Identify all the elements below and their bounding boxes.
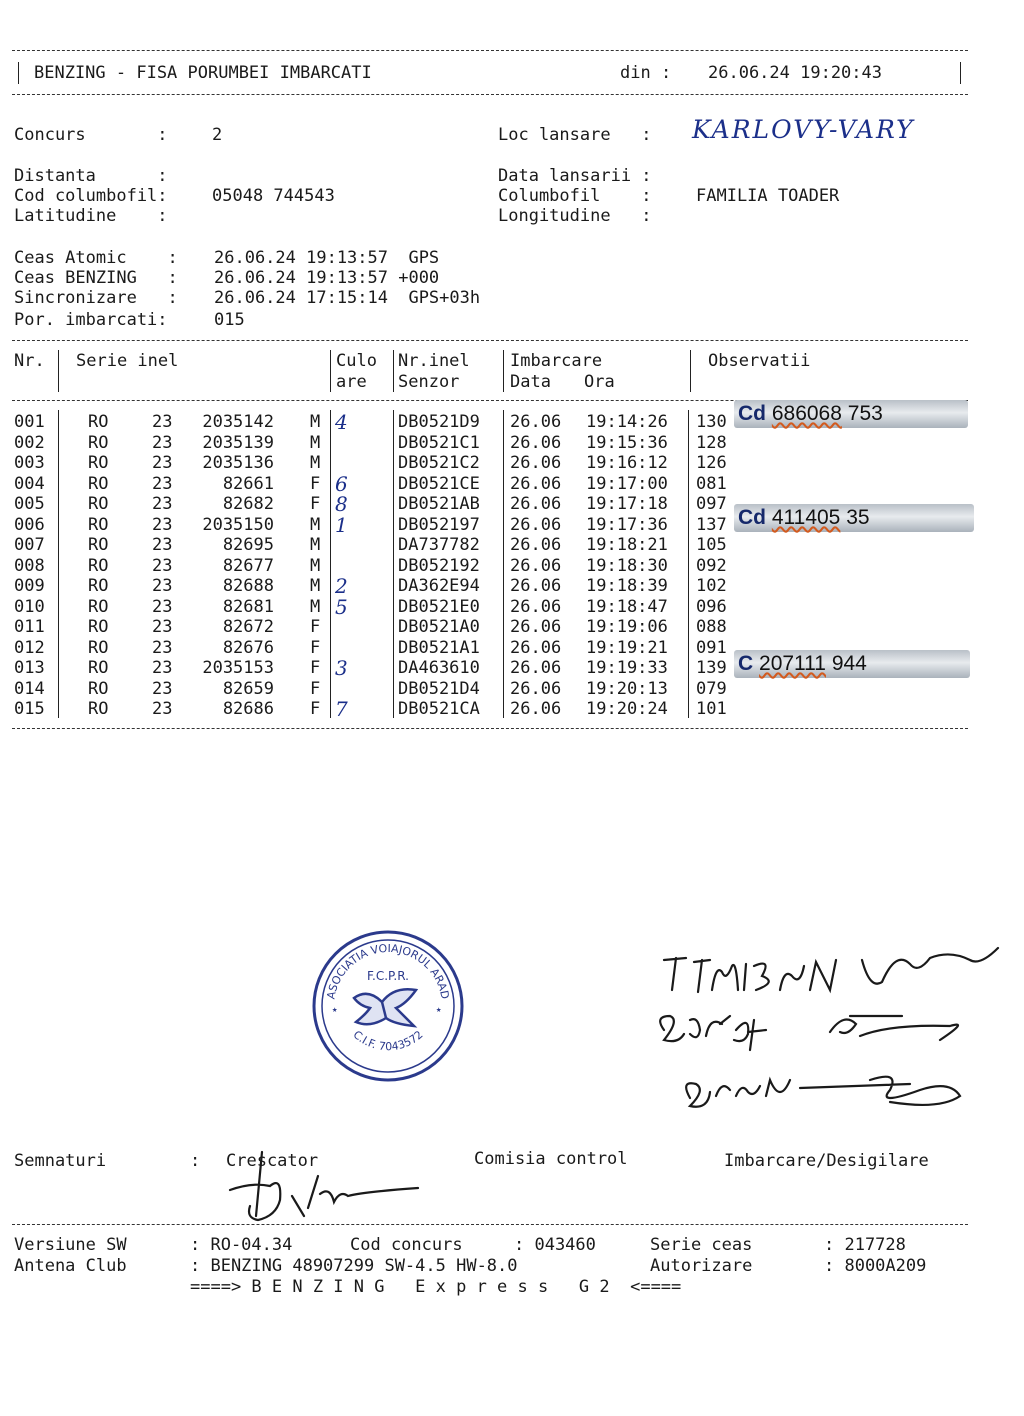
cell-handwritten-color: 8 bbox=[335, 492, 348, 516]
cell-time: 19:17:00 bbox=[586, 473, 668, 494]
antena-club-label: Antena Club bbox=[14, 1256, 127, 1276]
ceas-benzing-label: Ceas BENZING : bbox=[14, 268, 178, 288]
cell-country: RO bbox=[88, 596, 109, 617]
table-row bbox=[0, 471, 1024, 496]
cell-time: 19:18:21 bbox=[586, 535, 668, 555]
header-sep bbox=[330, 350, 331, 392]
cell-year: 23 bbox=[152, 617, 173, 637]
cell-country: RO bbox=[88, 678, 109, 699]
cell-sensor: DA737782 bbox=[398, 535, 480, 555]
cell-country: RO bbox=[88, 473, 109, 494]
stamp-bottom-text: C.I.F. 7043572 bbox=[350, 1028, 426, 1054]
cell-time: 19:18:39 bbox=[586, 576, 668, 596]
cod-concurs-value: : 043460 bbox=[514, 1235, 596, 1255]
cell-handwritten-color: 1 bbox=[335, 512, 348, 537]
cell-country: RO bbox=[88, 658, 109, 678]
cell-obs: 105 bbox=[696, 535, 727, 555]
cell-year: 23 bbox=[152, 473, 173, 494]
cell-handwritten-color: 3 bbox=[335, 656, 348, 680]
cell-date: 26.06 bbox=[510, 678, 562, 699]
cell-sex: M bbox=[310, 576, 321, 596]
table-row bbox=[0, 699, 1024, 719]
cell-nr: 004 bbox=[14, 473, 45, 494]
cell-date: 26.06 bbox=[510, 699, 562, 719]
cell-date: 26.06 bbox=[510, 555, 562, 576]
cell-obs: 128 bbox=[696, 432, 727, 453]
stamp-star-right: ★ bbox=[436, 1005, 442, 1015]
cell-nr: 002 bbox=[14, 432, 45, 453]
control-code-label: Cd 686068 753 bbox=[734, 400, 968, 428]
cell-year: 23 bbox=[152, 596, 173, 617]
table-row bbox=[0, 617, 1024, 637]
page-title: BENZING - FISA PORUMBEI IMBARCATI bbox=[34, 63, 372, 83]
cell-ring: 2035136 bbox=[202, 453, 274, 473]
autorizare-label: Autorizare bbox=[650, 1256, 753, 1276]
por-imbarcati-value: 015 bbox=[214, 310, 245, 330]
imbarcare-desigilare-label: Imbarcare/Desigilare bbox=[724, 1151, 929, 1171]
cell-sex: M bbox=[310, 555, 321, 576]
cell-date: 26.06 bbox=[510, 514, 562, 535]
cod-columbofil-label: Cod columbofil: bbox=[14, 186, 168, 206]
cell-country: RO bbox=[88, 535, 109, 555]
cell-country: RO bbox=[88, 432, 109, 453]
cell-year: 23 bbox=[152, 678, 173, 699]
col-are-header: are bbox=[336, 372, 367, 392]
col-senzor-header: Senzor bbox=[398, 372, 460, 392]
table-row bbox=[0, 535, 1024, 555]
crescator-label: Crescator bbox=[226, 1151, 319, 1171]
cell-sex: F bbox=[310, 617, 321, 637]
data-lansarii-label: Data lansarii : bbox=[498, 166, 652, 186]
benzing-express-banner: ====> B E N Z I N G E x p r e s s G 2 <==== bbox=[190, 1277, 682, 1297]
cell-sensor: DB0521E0 bbox=[398, 596, 480, 617]
cod-concurs-label: Cod concurs bbox=[350, 1235, 463, 1255]
cell-sex: F bbox=[310, 678, 321, 699]
cell-year: 23 bbox=[152, 576, 173, 596]
col-ora-header: Ora bbox=[584, 372, 615, 392]
col-data-header: Data bbox=[510, 372, 551, 392]
cell-year: 23 bbox=[152, 637, 173, 658]
cell-nr: 014 bbox=[14, 678, 45, 699]
cell-sensor: DA362E94 bbox=[398, 576, 480, 596]
cell-country: RO bbox=[88, 514, 109, 535]
cell-nr: 012 bbox=[14, 637, 45, 658]
header-sep bbox=[503, 350, 504, 392]
cell-date: 26.06 bbox=[510, 432, 562, 453]
cell-sex: M bbox=[310, 453, 321, 473]
semnaturi-colon: : bbox=[190, 1151, 201, 1171]
cell-obs: 088 bbox=[696, 617, 727, 637]
cell-sex: F bbox=[310, 637, 321, 658]
table-row bbox=[0, 576, 1024, 596]
sincronizare-value: 26.06.24 17:15:14 GPS+03h bbox=[214, 288, 481, 308]
cell-country: RO bbox=[88, 555, 109, 576]
versiune-sw-value: : RO-04.34 bbox=[190, 1235, 293, 1255]
distanta-label: Distanta : bbox=[14, 166, 168, 186]
header-sep bbox=[58, 350, 59, 392]
cell-nr: 015 bbox=[14, 699, 45, 719]
cell-ring: 82695 bbox=[222, 535, 274, 555]
col-imbarcare-header: Imbarcare bbox=[510, 351, 603, 371]
cell-handwritten-color: 6 bbox=[335, 471, 348, 496]
cell-ring: 82682 bbox=[222, 494, 274, 514]
cell-time: 19:20:13 bbox=[586, 678, 668, 699]
commission-signatures bbox=[650, 920, 1010, 1130]
cell-ring: 82661 bbox=[222, 473, 274, 494]
stamp-star-left: ★ bbox=[332, 1005, 338, 1015]
cell-date: 26.06 bbox=[510, 596, 562, 617]
footer-top-rule bbox=[12, 1224, 968, 1225]
cell-time: 19:19:33 bbox=[586, 658, 668, 678]
cell-year: 23 bbox=[152, 494, 173, 514]
association-stamp bbox=[310, 928, 466, 1084]
concurs-value: 2 bbox=[212, 125, 223, 145]
cell-country: RO bbox=[88, 699, 109, 719]
cell-year: 23 bbox=[152, 658, 173, 678]
cell-sex: M bbox=[310, 596, 321, 617]
cell-country: RO bbox=[88, 576, 109, 596]
cell-time: 19:18:30 bbox=[586, 555, 668, 576]
cell-sensor: DB0521C2 bbox=[398, 453, 480, 473]
cell-country: RO bbox=[88, 494, 109, 514]
cell-sensor: DB0521D9 bbox=[398, 412, 480, 432]
latitudine-label: Latitudine : bbox=[14, 206, 168, 226]
table-row bbox=[0, 433, 1024, 453]
cell-obs: 102 bbox=[696, 576, 727, 596]
cell-nr: 003 bbox=[14, 453, 45, 473]
serie-ceas-value: : 217728 bbox=[824, 1235, 906, 1255]
cell-nr: 001 bbox=[14, 412, 45, 432]
semnaturi-label: Semnaturi bbox=[14, 1151, 107, 1171]
cell-obs: 079 bbox=[696, 678, 727, 699]
cell-sex: M bbox=[310, 514, 321, 535]
cell-obs: 137 bbox=[696, 514, 727, 535]
cell-time: 19:19:06 bbox=[586, 617, 668, 637]
cell-time: 19:17:18 bbox=[586, 494, 668, 514]
table-row bbox=[0, 679, 1024, 699]
header-right-bar bbox=[960, 62, 961, 84]
cell-year: 23 bbox=[152, 555, 173, 576]
header-bottom-rule bbox=[12, 94, 968, 95]
col-observatii-header: Observatii bbox=[708, 351, 811, 371]
report-datetime: 26.06.24 19:20:43 bbox=[708, 63, 882, 83]
header-sep bbox=[690, 350, 691, 392]
cell-ring: 2035142 bbox=[202, 412, 274, 432]
cell-obs: 081 bbox=[696, 473, 727, 494]
cell-handwritten-color: 4 bbox=[335, 410, 348, 434]
cell-year: 23 bbox=[152, 535, 173, 555]
cell-sensor: DB0521D4 bbox=[398, 678, 480, 699]
cell-obs: 091 bbox=[696, 637, 727, 658]
cell-year: 23 bbox=[152, 699, 173, 719]
cell-time: 19:16:12 bbox=[586, 453, 668, 473]
cell-year: 23 bbox=[152, 453, 173, 473]
concurs-label: Concurs : bbox=[14, 125, 168, 145]
cell-nr: 011 bbox=[14, 617, 45, 637]
comisia-control-label: Comisia control bbox=[474, 1149, 628, 1169]
cell-date: 26.06 bbox=[510, 453, 562, 473]
cell-handwritten-color: 2 bbox=[335, 574, 348, 598]
cell-obs: 130 bbox=[696, 412, 727, 432]
cell-year: 23 bbox=[152, 412, 173, 432]
col-nr-header: Nr. bbox=[14, 351, 45, 371]
cell-handwritten-color: 5 bbox=[335, 594, 348, 619]
cell-ring: 82676 bbox=[222, 637, 274, 658]
table-row bbox=[0, 556, 1024, 576]
col-serie-header: Serie inel bbox=[76, 351, 179, 371]
columbofil-label: Columbofil : bbox=[498, 186, 652, 206]
cell-sensor: DB0521C1 bbox=[398, 432, 480, 453]
cell-time: 19:14:26 bbox=[586, 412, 668, 432]
cell-ring: 2035153 bbox=[202, 658, 274, 678]
cell-ring: 82688 bbox=[222, 576, 274, 596]
control-code-label: Cd 411405 35 bbox=[734, 504, 974, 532]
autorizare-value: : 8000A209 bbox=[824, 1256, 927, 1276]
breeder-signature bbox=[222, 1146, 432, 1226]
stamp-top-text: ASOCIATIA VOIAJORUL ARAD bbox=[324, 941, 452, 1001]
cell-sex: M bbox=[310, 432, 321, 453]
table-top-rule bbox=[12, 340, 968, 341]
ceas-atomic-label: Ceas Atomic : bbox=[14, 248, 178, 268]
cell-sex: F bbox=[310, 494, 321, 514]
col-nrinel-header: Nr.inel bbox=[398, 351, 470, 371]
cell-sensor: DB0521AB bbox=[398, 494, 480, 514]
cell-sensor: DB052192 bbox=[398, 555, 480, 576]
pigeon-icon bbox=[354, 989, 416, 1026]
cell-nr: 007 bbox=[14, 535, 45, 555]
cell-nr: 013 bbox=[14, 658, 45, 678]
cell-sensor: DB0521CA bbox=[398, 699, 480, 719]
cell-nr: 009 bbox=[14, 576, 45, 596]
cell-ring: 2035150 bbox=[202, 514, 274, 535]
antena-club-value: : BENZING 48907299 SW-4.5 HW-8.0 bbox=[190, 1256, 518, 1276]
cell-time: 19:19:21 bbox=[586, 637, 668, 658]
cell-date: 26.06 bbox=[510, 637, 562, 658]
cell-nr: 005 bbox=[14, 494, 45, 514]
cell-time: 19:18:47 bbox=[586, 596, 668, 617]
cell-time: 19:20:24 bbox=[586, 699, 668, 719]
table-row bbox=[0, 594, 1024, 619]
cell-nr: 006 bbox=[14, 514, 45, 535]
header-left-bar bbox=[18, 62, 19, 84]
loc-lansare-label: Loc lansare : bbox=[498, 125, 652, 145]
col-culo-header: Culo bbox=[336, 351, 377, 371]
ceas-benzing-value: 26.06.24 19:13:57 +000 bbox=[214, 268, 440, 288]
por-imbarcati-label: Por. imbarcati: bbox=[14, 310, 168, 330]
table-bottom-rule bbox=[12, 728, 968, 729]
stamp-middle-text: F.C.P.R. bbox=[367, 969, 409, 983]
cod-columbofil-value: 05048 744543 bbox=[212, 186, 335, 206]
ceas-atomic-value: 26.06.24 19:13:57 GPS bbox=[214, 248, 440, 268]
cell-obs: 096 bbox=[696, 596, 727, 617]
cell-obs: 097 bbox=[696, 494, 727, 514]
cell-ring: 82672 bbox=[222, 617, 274, 637]
cell-date: 26.06 bbox=[510, 473, 562, 494]
cell-date: 26.06 bbox=[510, 576, 562, 596]
cell-year: 23 bbox=[152, 432, 173, 453]
cell-sex: M bbox=[310, 412, 321, 432]
cell-sensor: DB0521A1 bbox=[398, 637, 480, 658]
cell-obs: 101 bbox=[696, 699, 727, 719]
cell-sensor: DB0521A0 bbox=[398, 617, 480, 637]
longitudine-label: Longitudine : bbox=[498, 206, 652, 226]
cell-country: RO bbox=[88, 637, 109, 658]
cell-sensor: DA463610 bbox=[398, 658, 480, 678]
columbofil-value: FAMILIA TOADER bbox=[696, 186, 840, 206]
header-top-rule bbox=[12, 50, 968, 51]
cell-date: 26.06 bbox=[510, 658, 562, 678]
cell-time: 19:17:36 bbox=[586, 514, 668, 535]
table-row bbox=[0, 453, 1024, 473]
cell-obs: 126 bbox=[696, 453, 727, 473]
serie-ceas-label: Serie ceas bbox=[650, 1235, 753, 1255]
cell-sex: M bbox=[310, 535, 321, 555]
cell-obs: 139 bbox=[696, 658, 727, 678]
cell-country: RO bbox=[88, 617, 109, 637]
loc-lansare-value: KARLOVY-VARY bbox=[692, 115, 915, 144]
cell-sex: F bbox=[310, 699, 321, 719]
cell-nr: 008 bbox=[14, 555, 45, 576]
cell-sex: F bbox=[310, 658, 321, 678]
cell-date: 26.06 bbox=[510, 535, 562, 555]
versiune-sw-label: Versiune SW bbox=[14, 1235, 127, 1255]
header-sep bbox=[393, 350, 394, 392]
din-label: din : bbox=[620, 63, 672, 83]
cell-date: 26.06 bbox=[510, 412, 562, 432]
cell-ring: 82686 bbox=[222, 699, 274, 719]
cell-year: 23 bbox=[152, 514, 173, 535]
cell-time: 19:15:36 bbox=[586, 432, 668, 453]
cell-country: RO bbox=[88, 453, 109, 473]
cell-ring: 82681 bbox=[222, 596, 274, 617]
cell-sex: F bbox=[310, 473, 321, 494]
cell-ring: 82659 bbox=[222, 678, 274, 699]
cell-sensor: DB052197 bbox=[398, 514, 480, 535]
cell-obs: 092 bbox=[696, 555, 727, 576]
cell-nr: 010 bbox=[14, 596, 45, 617]
cell-date: 26.06 bbox=[510, 617, 562, 637]
cell-date: 26.06 bbox=[510, 494, 562, 514]
cell-sensor: DB0521CE bbox=[398, 473, 480, 494]
sincronizare-label: Sincronizare : bbox=[14, 288, 178, 308]
cell-ring: 82677 bbox=[222, 555, 274, 576]
cell-country: RO bbox=[88, 412, 109, 432]
control-code-label: C 207111 944 bbox=[734, 650, 970, 678]
cell-handwritten-color: 7 bbox=[335, 697, 348, 721]
cell-ring: 2035139 bbox=[202, 432, 274, 453]
